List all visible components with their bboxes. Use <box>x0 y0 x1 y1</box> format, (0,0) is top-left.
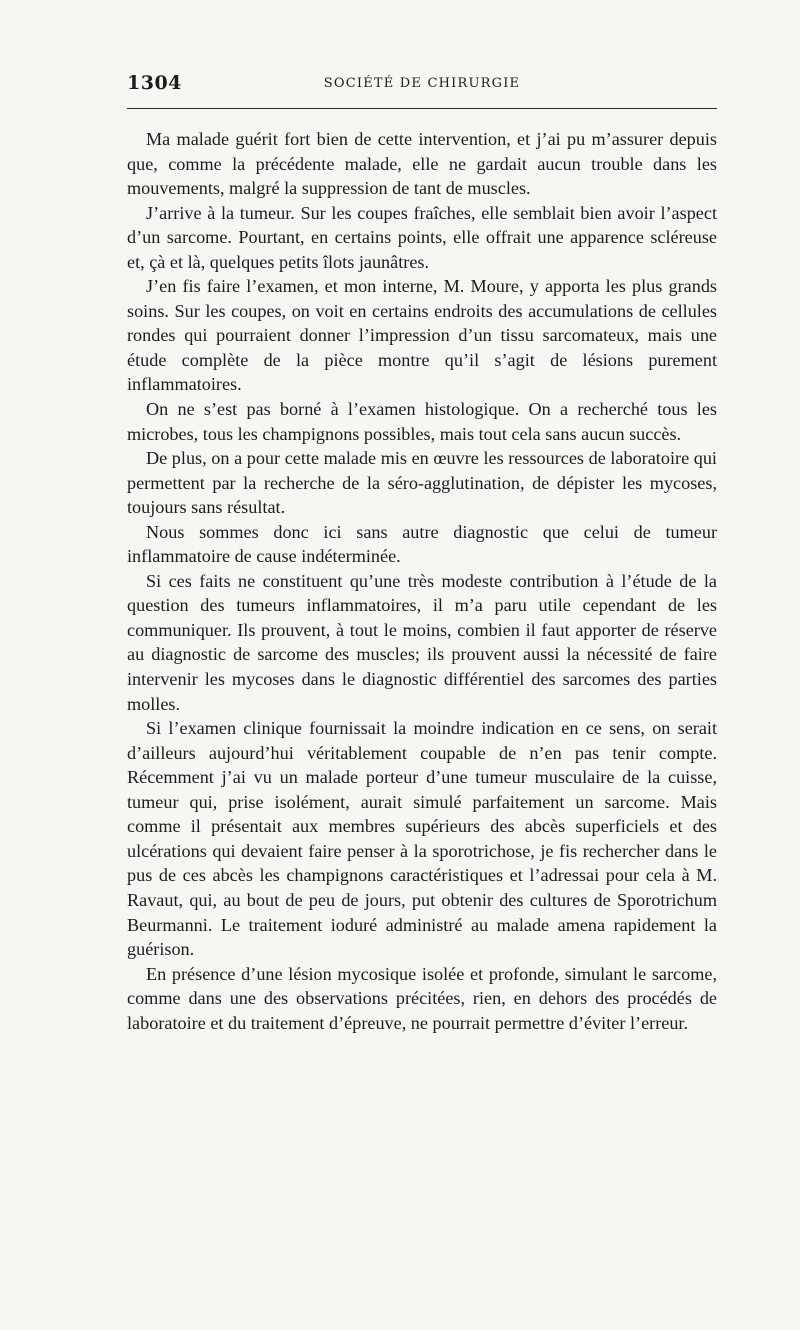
paragraph: J’arrive à la tumeur. Sur les coupes fraîches, elle semblait bien avoir l’aspect d’un sarcome. Pourtant, en certains points, elle offrait une apparence scléreuse et, çà et là, quelques petits îlots jaunâtres. <box>127 202 717 272</box>
running-head: SOCIÉTÉ DE CHIRURGIE <box>323 76 521 91</box>
paragraph: On ne s’est pas borné à l’examen histologique. On a recherché tous les microbes, tous les champignons possibles, mais tout cela sans aucun succès. <box>127 399 717 444</box>
paragraph: De plus, on a pour cette malade mis en œuvre les ressources de laboratoire qui permettent par la recherche de la séro-agglutination, de dépister les mycoses, toujours sans résultat. <box>127 448 717 518</box>
paragraph: Si l’examen clinique fournissait la moindre indication en ce sens, on serait d’ailleurs aujourd’hui véritablement coupable de n’en pas tenir compte. Récemment j’ai vu un malade porteur d’une tumeur musculaire de la cuisse, tumeur qui, prise isolément, aurait simulé parfaitement un sarcome. Mais comme il présentait aux membres supérieurs des abcès superficiels et des ulcérations qui devaient faire penser à la sporotrichose, je fis rechercher dans le pus de ces abcès les champignons caractéristiques et l’adressai pour cela à M. Ravaut, qui, au bout de peu de jours, put obtenir des cultures de Sporotrichum Beurmanni. Le traitement ioduré administré au malade amena rapidement la guérison. <box>127 718 717 960</box>
header-rule <box>127 108 717 109</box>
paragraph: Si ces faits ne constituent qu’une très modeste contribution à l’étude de la question des tumeurs inflammatoires, il m’a paru utile cependant de les communiquer. Ils prouvent, à tout le moins, combien il faut apporter de réserve au diagnostic de sarcome des muscles; ils prouvent aussi la nécessité de faire intervenir les mycoses dans le diagnostic différentiel des sarcomes des parties molles. <box>127 570 717 714</box>
page-header <box>127 72 717 100</box>
paragraph: En présence d’une lésion mycosique isolée et profonde, simulant le sarcome, comme dans une des observations précitées, rien, en dehors des procédés de laboratoire et du traitement d’épreuve, ne pourrait permettre d’éviter l’erreur. <box>127 963 717 1033</box>
body-text <box>127 127 717 1035</box>
page-number: 1304 <box>127 72 182 94</box>
paragraph: Ma malade guérit fort bien de cette intervention, et j’ai pu m’assurer depuis que, comme la précédente malade, elle ne gardait aucun trouble dans les mouvements, malgré la suppression de tant de muscles. <box>127 129 717 199</box>
paragraph: Nous sommes donc ici sans autre diagnostic que celui de tumeur inflammatoire de cause indéterminée. <box>127 521 717 567</box>
paragraph: J’en fis faire l’examen, et mon interne, M. Moure, y apporta les plus grands soins. Sur les coupes, on voit en certains endroits des accumulations de cellules rondes qui pourraient donner l’impression d’un tissu sarcomateux, mais une étude complète de la pièce montre qu’il s’agit de lésions purement inflammatoires. <box>127 276 717 395</box>
